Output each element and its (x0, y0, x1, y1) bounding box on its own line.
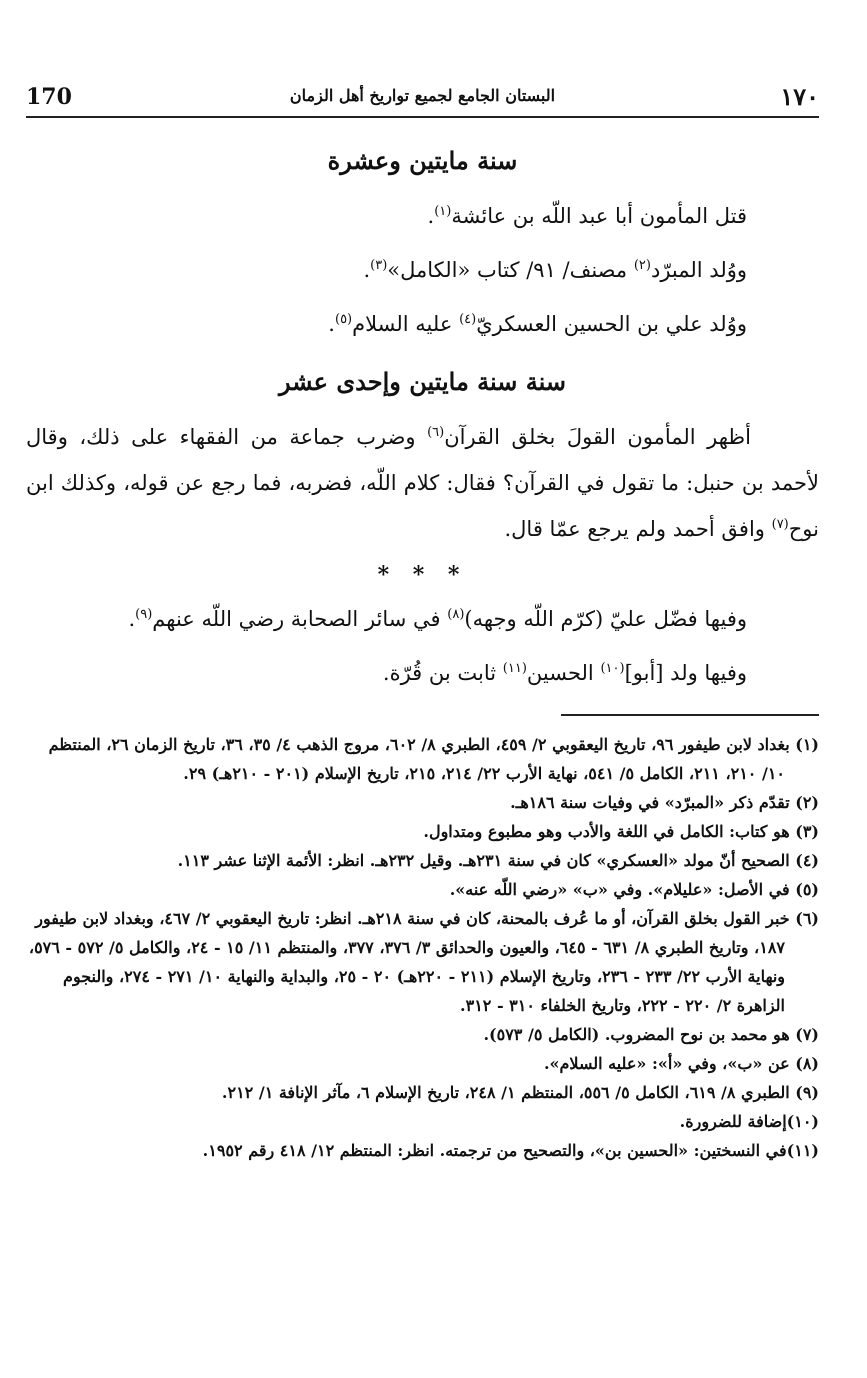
footnote-divider (561, 714, 819, 716)
text-line: ووُلد علي بن الحسين العسكريّ$^{(٤)}$ عليه السلام$^{(٥)}$. (328, 312, 747, 336)
page-header (26, 80, 819, 118)
footnote-item: (١١)في النسختين: «الحسين بن»، والتصحيح من ترجمته. انظر: المنتظم ١٢/ ٤١٨ رقم ١٩٥٢. (202, 1141, 819, 1160)
page-number-arabic: ١٧٠ (780, 82, 819, 111)
running-title: البستان الجامع لجميع تواريخ أهل الزمان (289, 86, 556, 105)
footnote-item: (٩) الطبري ٨/ ٦١٩، الكامل ٥/ ٥٥٦، المنتظم ١/ ٢٤٨، تاريخ الإسلام ٦، مآثر الإنافة ١/ ٢١٢. (221, 1083, 819, 1102)
paragraph-text: أظهر المأمون القولَ بخلق القرآن$^{(٦)}$ وضرب جماعة من الفقهاء على ذلك، وقال لأحمد بن حنبل: ما تقول في القرآن؟ فقال: كلام اللّه، فضربه، فما رجع عن قوله، وكذلك ابن نوح$^{(٧)}$ وافق أحمد ولم يرجع عمّا قال. (26, 425, 819, 541)
footnote-item: (٧) هو محمد بن نوح المضروب. (الكامل ٥/ ٥٧٣). (483, 1025, 819, 1044)
text-line: وفيها ولد [أبو]$^{(١٠)}$ الحسين$^{(١١)}$ ثابت بن قُرّة. (382, 661, 747, 685)
footnote-item: (٤) الصحيح أنّ مولد «العسكري» كان في سنة ٢٣١هـ. وقيل ٢٣٢هـ. انظر: الأئمة الإثنا عشر ١١٣. (177, 851, 819, 870)
footnote-item: (٣) هو كتاب: الكامل في اللغة والأدب وهو مطبوع ومتداول. (423, 822, 819, 841)
section-title-year-210: سنة مايتين وعشرة (327, 146, 518, 175)
footnotes (26, 730, 819, 1165)
section-title-year-211: سنة سنة مايتين وإحدى عشر (279, 367, 566, 396)
footnote-item: (٢) تقدّم ذكر «المبرّد» في وفيات سنة ١٨٦هـ. (510, 793, 819, 812)
page-body (26, 130, 819, 1165)
text-line: وفيها فضّل عليّ (كرّم اللّه وجهه)$^{(٨)}$ في سائر الصحابة رضي اللّه عنهم$^{(٩)}$. (128, 607, 747, 631)
text-line: ووُلد المبرّد$^{(٢)}$ مصنف/ ٩١/ كتاب «الكامل»$^{(٣)}$. (363, 258, 747, 282)
footnote-item: (٦) خبر القول بخلق القرآن، أو ما عُرف بالمحنة، كان في سنة ٢١٨هـ. انظر: تاريخ اليعقوبي ٢/ ٤٦٧، وبغداد لابن طيفور ١٨٧، وتاريخ الطبري ٨/ ٦٣١ - ٦٤٥، والعيون والحدائق ٣/ ٣٧٦، ٣٧٧، والمنتظم ١١/ ١٥ - ٢٤، والكامل ٥/ ٥٧٢ - ٥٧٦، ونهاية الأرب ٢٢/ ٢٣٣ - ٢٣٦، وتاريخ الإسلام (٢١١ - ٢٢٠هـ) ٢٠ - ٢٥، والبداية والنهاية ١٠/ ٢٧١ - ٢٧٤، والنجوم الزاهرة ٢/ ٢٢٠ - ٢٢٢، وتاريخ الخلفاء ٣١٠ - ٣١٢. (28, 909, 819, 1015)
body-paragraph (26, 414, 819, 552)
footnote-item: (٨) عن «ب»، وفي «أ»: «عليه السلام». (543, 1054, 819, 1073)
footnote-item: (٥) في الأصل: «عليلام». وفي «ب» «رضي اللّه عنه». (449, 880, 819, 899)
footnote-item: (١) بغداد لابن طيفور ٩٦، تاريخ اليعقوبي ٢/ ٤٥٩، الطبري ٨/ ٦٠٢، مروج الذهب ٤/ ٣٥، ٣٦، تاريخ الزمان ٢٦، المنتظم ١٠/ ٢١٠، ٢١١، الكامل ٥/ ٥٤١، نهاية الأرب ٢٢/ ٢١٤، ٢١٥، تاريخ الإسلام (٢٠١ - ٢١٠هـ) ٢٩. (48, 735, 819, 783)
page-number-latin: 170 (26, 84, 72, 110)
footnote-item: (١٠)إضافة للضرورة. (679, 1112, 819, 1131)
text-line: قتل المأمون أبا عبد اللّه بن عائشة$^{(١)}$. (427, 204, 747, 228)
section-separator: * * * (377, 562, 468, 588)
section-year-210-lines (26, 189, 819, 351)
